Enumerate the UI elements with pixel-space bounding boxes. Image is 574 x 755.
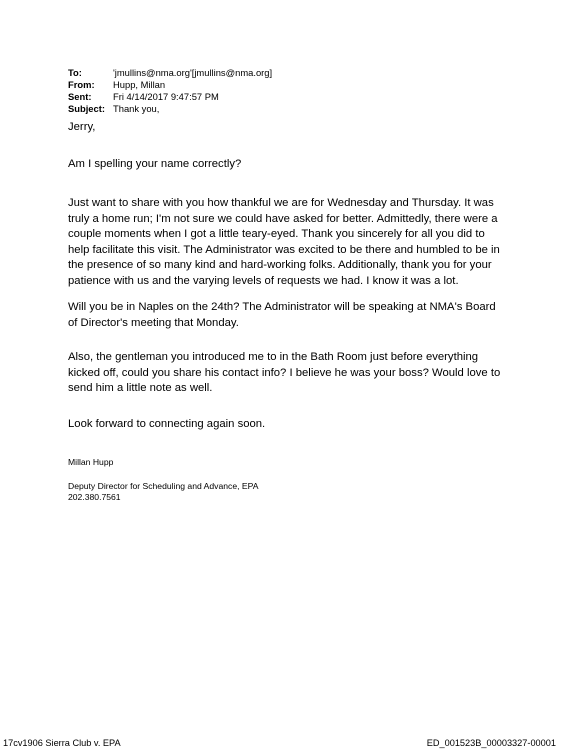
sent-value: Fri 4/14/2017 9:47:57 PM [113, 91, 219, 102]
paragraph-name-check: Am I spelling your name correctly? [68, 158, 242, 170]
subject-row [68, 103, 272, 115]
greeting: Jerry, [68, 121, 96, 133]
paragraph-line: couple moments when I got a little teary-eyed. Thank you sincerely for all you did to [68, 228, 485, 241]
subject-value: Thank you, [113, 103, 160, 114]
paragraph-naples [68, 300, 538, 331]
paragraph-line: patience with us and the varying levels of requests we had. I know it was a lot. [68, 274, 459, 287]
to-row [68, 67, 272, 79]
subject-label: Subject: [68, 103, 105, 114]
signature-title: Deputy Director for Scheduling and Advance, EPA [68, 481, 259, 491]
paragraph-line: kicked off, could you share his contact info? I believe he was your boss? Would love to [68, 366, 501, 379]
paragraph-line: Will you be in Naples on the 24th? The Administrator will be speaking at NMA's Board [68, 301, 496, 313]
to-label: To: [68, 67, 82, 78]
from-row [68, 79, 272, 91]
email-header [68, 67, 272, 115]
paragraph-line: the presence of so many kind and hard-working folks. Additionally, thank you for your [68, 259, 492, 272]
footer-case-label: 17cv1906 Sierra Club v. EPA [3, 738, 121, 748]
sent-label: Sent: [68, 91, 92, 102]
to-value: 'jmullins@nma.org'[jmullins@nma.org] [113, 67, 273, 78]
signature-phone: 202.380.7561 [68, 492, 121, 502]
signature-name: Millan Hupp [68, 457, 114, 467]
from-value: Hupp, Millan [113, 79, 166, 90]
paragraph-line: help facilitate this visit. The Administrator was excited to be there and humbled to be in [68, 243, 500, 256]
from-label: From: [68, 79, 95, 90]
paragraph-line: send him a little note as well. [68, 382, 213, 395]
sent-row [68, 91, 272, 103]
paragraph-contact [68, 350, 538, 397]
paragraph-line: Just want to share with you how thankful we are for Wednesday and Thursday. It was [68, 197, 494, 209]
footer-bates-number: ED_001523B_00003327-00001 [426, 738, 556, 748]
paragraph-line: truly a home run; I'm not sure we could have asked for better. Admittedly, there were a [68, 212, 498, 225]
paragraph-line: Also, the gentleman you introduced me to in the Bath Room just before everything [68, 351, 479, 363]
paragraph-thanks [68, 196, 538, 290]
paragraph-closing: Look forward to connecting again soon. [68, 418, 266, 430]
paragraph-line: of Director's meeting that Monday. [68, 316, 239, 329]
